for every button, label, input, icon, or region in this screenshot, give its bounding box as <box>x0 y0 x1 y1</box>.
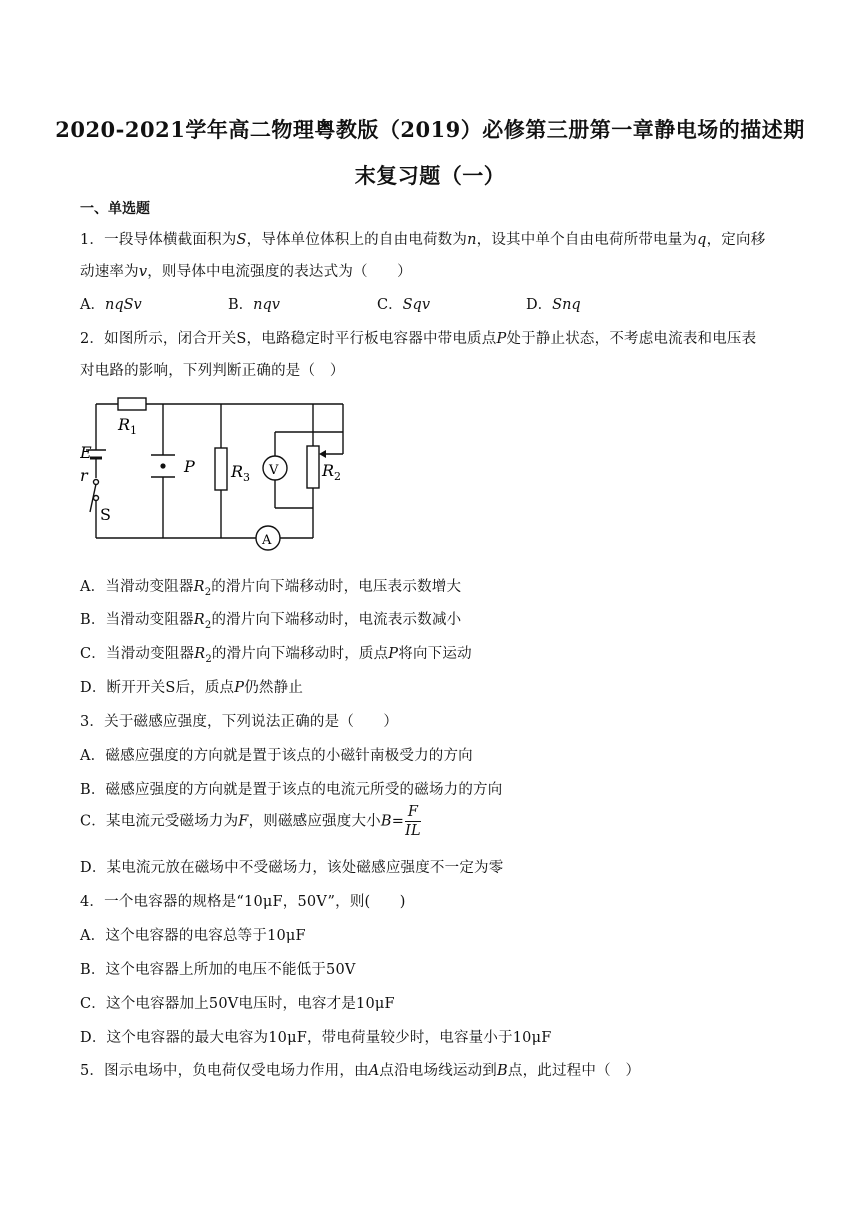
q4-option-a: A．这个电容器的电容总等于10μF <box>80 928 306 944</box>
q4-option-d: D．这个电容器的最大电容为10μF，带电荷量较少时，电容量小于10μF <box>80 1030 552 1046</box>
q4-option-b: B．这个电容器上所加的电压不能低于50V <box>80 962 356 978</box>
ammeter-label: A <box>262 533 272 548</box>
q1-option-a: A．nqSv <box>80 297 142 313</box>
label-r3: $R_3$ <box>231 462 251 484</box>
label-p: P <box>184 457 195 476</box>
q3-option-d: D．某电流元放在磁场中不受磁场力，该处磁感应强度不一定为零 <box>80 860 504 876</box>
doc-title-line1: 2020-2021学年高二物理粤教版（2019）必修第三册第一章静电场的描述期 <box>55 117 805 142</box>
label-r2: $R_2$ <box>322 461 342 483</box>
q3-option-c: C．某电流元受磁场力为F，则磁感应强度大小B= $\frac{F}{IL}$ <box>80 804 421 839</box>
q3-option-a: A．磁感应强度的方向就是置于该点的小磁针南极受力的方向 <box>80 748 473 764</box>
q2-stem-line2: 对电路的影响，下列判断正确的是（ ） <box>80 363 345 379</box>
q2-option-a: A．当滑动变阻器$R_2$的滑片向下端移动时，电压表示数增大 <box>80 579 462 598</box>
label-r1: $R_1$ <box>118 415 138 437</box>
q1-stem-line2: 动速率为v，则导体中电流强度的表达式为（ ） <box>80 264 412 280</box>
q3-stem: 3．关于磁感应强度，下列说法正确的是（ ） <box>80 714 399 730</box>
fraction-f-over-il: $\frac{F}{IL}$ <box>405 804 421 839</box>
q2-option-d: D．断开开关S后，质点P仍然静止 <box>80 680 304 696</box>
q1-stem-line1: 1．一段导体横截面积为S，导体单位体积上的自由电荷数为n，设其中单个自由电荷所带电量为q，定向移 <box>80 232 766 248</box>
q5-stem: 5．图示电场中，负电荷仅受电场力作用，由A点沿电场线运动到B点，此过程中（ ） <box>80 1063 641 1079</box>
circuit-diagram <box>80 390 380 560</box>
q2-option-b: B．当滑动变阻器$R_2$的滑片向下端移动时，电流表示数减小 <box>80 612 462 631</box>
label-e: E <box>80 443 92 462</box>
q4-option-c: C．这个电容器加上50V电压时，电容才是10μF <box>80 996 395 1012</box>
voltmeter-label: V <box>269 463 279 478</box>
q4-stem: 4．一个电容器的规格是“10μF，50V”，则( ) <box>80 894 406 910</box>
q3-option-b: B．磁感应强度的方向就是置于该点的电流元所受的磁场力的方向 <box>80 782 503 798</box>
q2-option-c: C．当滑动变阻器$R_2$的滑片向下端移动时，质点P将向下运动 <box>80 646 472 665</box>
section-heading: 一、单选题 <box>80 201 150 217</box>
doc-title-line2: 末复习题（一） <box>354 163 506 188</box>
q1-option-d: D．Snq <box>526 297 581 313</box>
q1-option-b: B．nqv <box>228 297 280 313</box>
q1-option-c: C．Sqv <box>377 297 431 313</box>
q2-stem-line1: 2．如图所示，闭合开关S，电路稳定时平行板电容器中带电质点P处于静止状态，不考虑电流表和电压表 <box>80 331 757 347</box>
label-r: r <box>80 466 88 485</box>
label-s: S <box>100 505 111 524</box>
